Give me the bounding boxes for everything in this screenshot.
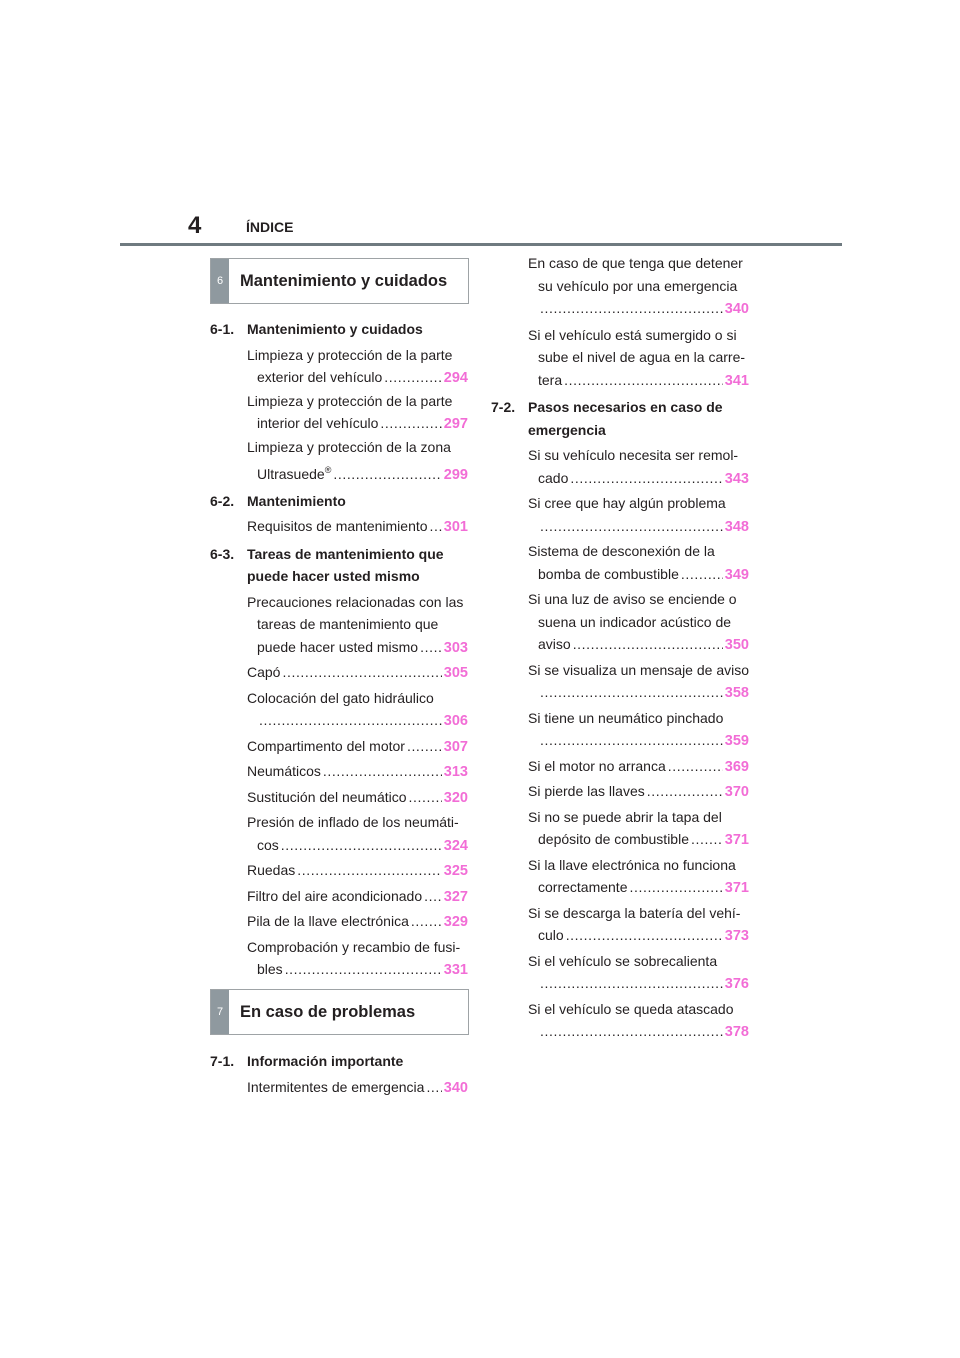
toc-item[interactable]: [528, 950, 749, 996]
toc-item[interactable]: [528, 755, 749, 779]
item-text: Colocación del gato hidráulico: [247, 689, 434, 706]
page-link[interactable]: 294: [443, 370, 468, 386]
toc-item[interactable]: [528, 540, 749, 586]
item-text: Sistema de desconexión de la: [528, 543, 715, 559]
item-text: sube el nivel de agua en la carre-: [538, 349, 746, 365]
leader-dots: [540, 729, 723, 752]
item-text: Presión de inflado de los neumáti-: [247, 814, 459, 830]
leader-dots: [691, 828, 723, 851]
page-link[interactable]: 348: [724, 518, 749, 535]
page-link[interactable]: 320: [443, 789, 468, 806]
item-text: Si no se puede abrir la tapa del: [528, 808, 722, 825]
page-link[interactable]: 370: [724, 784, 749, 800]
toc-item[interactable]: [528, 252, 749, 321]
leader-dots: [570, 467, 722, 490]
item-text: Si se descarga la batería del vehí-: [528, 904, 741, 921]
page-link[interactable]: 324: [443, 837, 468, 854]
leader-dots: [407, 735, 442, 758]
leader-dots: [259, 709, 442, 732]
section-7-header[interactable]: [210, 989, 469, 1035]
item-text: interior del vehículo: [257, 415, 379, 431]
section-6-header[interactable]: [210, 258, 469, 304]
toc-item[interactable]: [528, 492, 749, 538]
item-text: Capó: [247, 664, 281, 680]
group-number: 6-1.: [210, 321, 235, 337]
toc-left-column: [210, 318, 468, 1007]
leader-dots: [629, 876, 722, 899]
page-link[interactable]: 297: [443, 416, 468, 432]
page-link[interactable]: 371: [724, 880, 749, 896]
page-number: 4: [188, 212, 202, 239]
leader-dots: [573, 633, 723, 656]
item-text: Requisitos de mantenimiento: [247, 518, 428, 534]
toc-item[interactable]: [247, 344, 468, 390]
item-text: aviso: [538, 636, 571, 652]
page-link[interactable]: 303: [443, 639, 468, 656]
leader-dots: [540, 297, 723, 320]
toc-item[interactable]: [247, 936, 468, 982]
leader-dots: [384, 366, 442, 389]
item-text: Neumáticos: [247, 763, 321, 779]
leader-dots: [668, 755, 723, 778]
item-text: bomba de combustible: [538, 565, 679, 582]
item-text: bles: [257, 961, 283, 977]
group-number: 7-2.: [491, 399, 516, 415]
item-text: En caso de que tenga que detener: [528, 255, 743, 271]
registered-mark: ®: [324, 465, 332, 475]
page-link[interactable]: 343: [724, 470, 749, 487]
section-7-tab: 7: [211, 990, 229, 1034]
leader-dots: [426, 1076, 441, 1099]
toc-item[interactable]: [247, 811, 468, 857]
toc-item[interactable]: [528, 854, 749, 900]
leader-dots: [323, 760, 442, 783]
page-link[interactable]: 340: [443, 1079, 468, 1096]
page-link[interactable]: 376: [724, 976, 749, 992]
toc-item[interactable]: [528, 780, 749, 804]
toc-item[interactable]: [247, 390, 468, 436]
item-text: cos: [257, 836, 279, 853]
item-text: Limpieza y protección de la zona: [247, 438, 451, 455]
leader-dots: [681, 563, 723, 586]
item-text: Limpieza y protección de la parte: [247, 392, 453, 409]
item-text: tareas de mantenimiento que: [257, 616, 439, 632]
page-link[interactable]: 307: [443, 738, 468, 755]
leader-dots: [424, 885, 442, 908]
toc-group-6-3[interactable]: [210, 543, 468, 588]
page-link[interactable]: 373: [724, 928, 749, 944]
leader-dots: [566, 924, 723, 947]
toc-item[interactable]: [528, 588, 749, 657]
group-title: Tareas de mantenimiento que: [247, 545, 444, 562]
leader-dots: [282, 661, 441, 684]
page-link[interactable]: 329: [443, 914, 468, 930]
toc-left-column-7: [210, 1050, 468, 1099]
item-text: depósito de combustible: [538, 831, 689, 847]
leader-dots: [540, 515, 723, 538]
toc-item[interactable]: [247, 515, 468, 539]
item-text: cado: [538, 469, 569, 486]
item-text: su vehículo por una emergencia: [538, 277, 738, 294]
group-number: 6-2.: [210, 492, 235, 509]
page-link[interactable]: 350: [724, 637, 749, 653]
item-text: Si el vehículo se sobrecalienta: [528, 952, 718, 969]
item-text: Si una luz de aviso se enciende o: [528, 591, 737, 607]
item-text: correctamente: [538, 879, 628, 895]
group-title: Mantenimiento: [247, 492, 346, 509]
toc-group-6-2[interactable]: [210, 490, 468, 513]
leader-dots: [540, 1020, 723, 1043]
toc-item[interactable]: [247, 885, 468, 909]
group-title: emergencia: [528, 421, 606, 438]
leader-dots: [540, 681, 723, 704]
toc-item[interactable]: [528, 998, 749, 1044]
item-text: Si cree que hay algún problema: [528, 495, 726, 511]
item-text: Compartimento del motor: [247, 737, 405, 754]
toc-item[interactable]: [247, 786, 468, 810]
leader-dots: [540, 972, 723, 995]
leader-dots: [297, 859, 442, 882]
item-text: Ultrasuede: [257, 466, 325, 482]
item-text: suena un indicador acústico de: [538, 613, 732, 630]
item-text: Si tiene un neumático pinchado: [528, 709, 724, 726]
page-link[interactable]: 359: [724, 733, 749, 749]
item-text: Si su vehículo necesita ser remol-: [528, 447, 739, 463]
item-text: Si el motor no arranca: [528, 757, 666, 774]
page-link[interactable]: 301: [443, 519, 468, 535]
item-text: Limpieza y protección de la parte: [247, 346, 453, 363]
page-link[interactable]: 327: [443, 888, 468, 905]
toc-group-7-1[interactable]: [210, 1050, 468, 1073]
page-link[interactable]: 371: [724, 832, 749, 848]
page-link[interactable]: 358: [724, 685, 749, 701]
item-text: Si pierde las llaves: [528, 783, 645, 799]
section-7-title: En caso de problemas: [240, 1002, 416, 1021]
leader-dots: [333, 463, 441, 486]
leader-dots: [411, 910, 442, 933]
page-link[interactable]: 369: [724, 758, 749, 775]
page-link[interactable]: 313: [443, 764, 468, 780]
toc-item[interactable]: [247, 661, 468, 685]
section-6-title: Mantenimiento y cuidados: [240, 271, 448, 290]
leader-dots: [420, 636, 442, 659]
item-text: Comprobación y recambio de fusi-: [247, 938, 461, 955]
page-link[interactable]: 341: [724, 372, 749, 389]
leader-dots: [285, 958, 442, 981]
leader-dots: [564, 369, 723, 392]
item-text: tera: [538, 371, 563, 388]
toc-group-7-2[interactable]: [491, 396, 749, 441]
toc-item[interactable]: [528, 324, 749, 393]
leader-dots: [409, 786, 442, 809]
toc-item[interactable]: [528, 444, 749, 490]
page-link[interactable]: 299: [443, 467, 468, 483]
item-text: Pila de la llave electrónica: [247, 913, 409, 929]
toc-item[interactable]: [528, 659, 749, 705]
group-title: Información importante: [247, 1053, 404, 1069]
page-link[interactable]: 306: [443, 713, 468, 729]
toc-item[interactable]: [247, 760, 468, 784]
page-link[interactable]: 378: [724, 1024, 749, 1040]
item-text: Ruedas: [247, 862, 296, 878]
leader-dots: [647, 780, 723, 803]
toc-item[interactable]: [247, 436, 468, 487]
group-number: 6-3.: [210, 545, 235, 562]
page-link[interactable]: 340: [724, 301, 749, 317]
group-title: puede hacer usted mismo: [247, 568, 420, 584]
item-text: puede hacer usted mismo: [257, 638, 419, 655]
item-text: Si el vehículo se queda atascado: [528, 1000, 734, 1017]
page-link[interactable]: 349: [724, 566, 749, 583]
item-text: exterior del vehículo: [257, 369, 383, 385]
group-title: Mantenimiento y cuidados: [247, 321, 423, 337]
item-text: Si la llave electrónica no funciona: [528, 856, 736, 873]
page-link[interactable]: 305: [443, 665, 468, 681]
item-text: Sustitución del neumático: [247, 788, 407, 805]
item-text: Filtro del aire acondicionado: [247, 887, 423, 904]
toc-right-column: [491, 252, 749, 1044]
toc-item[interactable]: [247, 687, 468, 733]
leader-dots: [380, 412, 441, 435]
page-header-title: ÍNDICE: [246, 219, 294, 235]
item-text: Si el vehículo está sumergido o si: [528, 326, 737, 343]
toc-item[interactable]: [247, 591, 468, 660]
header-rule: [120, 243, 842, 246]
item-text: culo: [538, 927, 564, 943]
leader-dots: [430, 515, 442, 538]
toc-item[interactable]: [247, 859, 468, 883]
section-6-tab: 6: [211, 259, 229, 303]
page-link[interactable]: 331: [443, 962, 468, 978]
leader-dots: [281, 834, 442, 857]
toc-item[interactable]: [528, 806, 749, 852]
page-link[interactable]: 325: [443, 863, 468, 879]
item-text: Intermitentes de emergencia: [247, 1078, 425, 1095]
item-text: Precauciones relacionadas con las: [247, 593, 464, 610]
toc-item[interactable]: [247, 1076, 468, 1100]
toc-item[interactable]: [528, 902, 749, 948]
group-number: 7-1.: [210, 1053, 235, 1069]
toc-item[interactable]: [247, 910, 468, 934]
group-title: Pasos necesarios en caso de: [528, 399, 723, 415]
toc-item[interactable]: [247, 735, 468, 759]
toc-group-6-1[interactable]: [210, 318, 468, 341]
item-text: Si se visualiza un mensaje de aviso: [528, 661, 750, 678]
toc-item[interactable]: [528, 707, 749, 753]
